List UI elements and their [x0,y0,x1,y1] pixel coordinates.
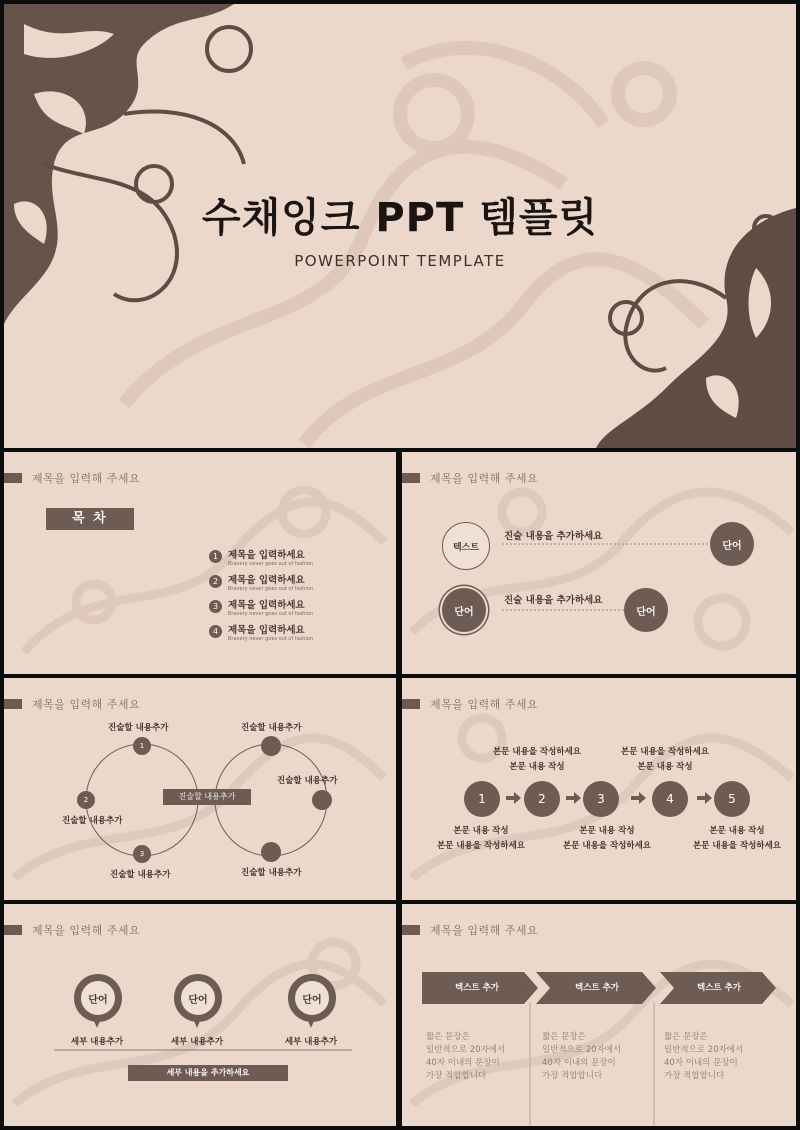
process-bottom-label [426,824,536,854]
process-step-3: 3 [583,781,619,817]
compare-node-right-2: 단어 [624,588,668,632]
toc-list [209,544,379,644]
process-step-5: 5 [714,781,750,817]
column-line: 40자 이내의 문장이 [426,1058,500,1068]
process-top-line: 본문 내용을 작성하세요 [492,747,582,757]
toc-item-sub: Bravery never goes out of fashion [228,560,314,567]
cycle-node-right-bottom [261,842,281,862]
slide-header-text: 제목을 입력해 주세요 [32,924,141,937]
column-body [426,1031,505,1083]
toc-item[interactable] [209,544,379,569]
cycle-node-right-mid [312,790,332,810]
slide-cycle[interactable] [4,678,396,900]
toc-item-title: 제목을 입력하세요 [228,549,305,561]
toc-heading: 목 차 [46,508,134,530]
slide-header [402,470,538,486]
toc-item-title: 제목을 입력하세요 [228,574,305,586]
column-line: 일반적으로 20자에서 [426,1045,506,1055]
slide-header [4,470,140,486]
cover-subtitle: POWERPOINT TEMPLATE [294,252,506,270]
slide-toc[interactable] [4,452,396,674]
toc-number-badge: 1 [209,550,222,563]
process-top-label [610,745,720,775]
compare-text-2: 진술 내용을 추가하세요 [504,595,603,606]
slide-columns[interactable] [402,904,796,1126]
process-bottom-label [552,824,662,854]
compare-node-left-2: 단어 [442,588,486,632]
corner-ornament-top-left [4,4,264,324]
slide-header-text: 제목을 입력해 주세요 [430,472,539,485]
process-bottom-line: 본문 내용 작성 [453,826,509,836]
slide-header-text: 제목을 입력해 주세요 [430,698,539,711]
pin-marker: 단어 [288,974,336,1022]
slide-header [402,696,538,712]
cycle-node-right-top [261,736,281,756]
cover-title: 수채잉크 PPT 템플릿 [201,195,599,241]
toc-item-sub: Bravery never goes out of fashion [228,610,314,617]
toc-item-sub: Bravery never goes out of fashion [228,635,314,642]
column-line: 40자 이내의 문장이 [542,1058,616,1068]
pin-label: 세부 내용추가 [284,1037,338,1047]
pin-label: 세부 내용추가 [70,1037,124,1047]
toc-item-sub: Bravery never goes out of fashion [228,585,314,592]
toc-item-title: 제목을 입력하세요 [228,624,305,636]
cycle-label: 진술할 내용추가 [62,816,123,826]
cycle-node-3: 3 [133,845,151,863]
column-head: 텍스트 추가 [696,983,741,993]
process-top-line: 본문 내용을 작성하세요 [620,747,710,757]
column-line: 가장 적합합니다 [426,1071,487,1081]
slide-process[interactable] [402,678,796,900]
compare-text-1: 진술 내용을 추가하세요 [504,531,603,542]
column-line: 짧은 문장은 [426,1032,470,1042]
slide-header-text: 제목을 입력해 주세요 [32,472,141,485]
cycle-label: 진술할 내용추가 [277,776,338,786]
cycle-label: 진술할 내용추가 [241,723,302,733]
slide-header [4,922,140,938]
column-head: 텍스트 추가 [574,983,619,993]
toc-item[interactable] [209,619,379,644]
toc-item[interactable] [209,594,379,619]
cycle-center-label: 진술할 내용추가 [163,789,251,805]
pins-banner: 세부 내용을 추가하세요 [128,1065,288,1081]
column-head: 텍스트 추가 [454,983,499,993]
process-bottom-line: 본문 내용을 작성하세요 [436,841,526,851]
compare-node-right-1: 단어 [710,522,754,566]
pin-label: 세부 내용추가 [170,1037,224,1047]
toc-item[interactable] [209,569,379,594]
process-top-line: 본문 내용 작성 [509,762,565,772]
toc-item-title: 제목을 입력하세요 [228,599,305,611]
cycle-node-1: 1 [133,737,151,755]
cover-slide[interactable] [4,4,796,448]
toc-number-badge: 2 [209,575,222,588]
slide-header-text: 제목을 입력해 주세요 [430,924,539,937]
cycle-node-2: 2 [77,791,95,809]
column-line: 일반적으로 20자에서 [542,1045,622,1055]
slide-header [4,696,140,712]
pin-marker: 단어 [74,974,122,1022]
column-body [664,1031,743,1083]
process-step-1: 1 [464,781,500,817]
slide-pins[interactable] [4,904,396,1126]
process-bottom-line: 본문 내용을 작성하세요 [562,841,652,851]
toc-number-badge: 3 [209,600,222,613]
compare-node-left-1: 텍스트 [442,522,490,570]
corner-ornament-bottom-right [596,208,796,448]
cycle-label: 진술할 내용추가 [241,868,302,878]
process-step-4: 4 [652,781,688,817]
toc-number-badge: 4 [209,625,222,638]
slide-header [402,922,538,938]
slide-header-text: 제목을 입력해 주세요 [32,698,141,711]
process-step-2: 2 [524,781,560,817]
column-line: 짧은 문장은 [542,1032,586,1042]
column-line: 가장 적합합니다 [664,1071,725,1081]
pin-marker: 단어 [174,974,222,1022]
process-bottom-line: 본문 내용 작성 [709,826,765,836]
column-line: 40자 이내의 문장이 [664,1058,738,1068]
column-body [542,1031,621,1083]
process-bottom-label [682,824,792,854]
process-top-label [482,745,592,775]
cycle-label: 진술할 내용추가 [110,870,171,880]
process-top-line: 본문 내용 작성 [637,762,693,772]
process-bottom-line: 본문 내용을 작성하세요 [692,841,782,851]
process-bottom-line: 본문 내용 작성 [579,826,635,836]
column-line: 짧은 문장은 [664,1032,708,1042]
column-line: 일반적으로 20자에서 [664,1045,744,1055]
column-line: 가장 적합합니다 [542,1071,603,1081]
slide-compare[interactable] [402,452,796,674]
cycle-label: 진술할 내용추가 [108,723,169,733]
